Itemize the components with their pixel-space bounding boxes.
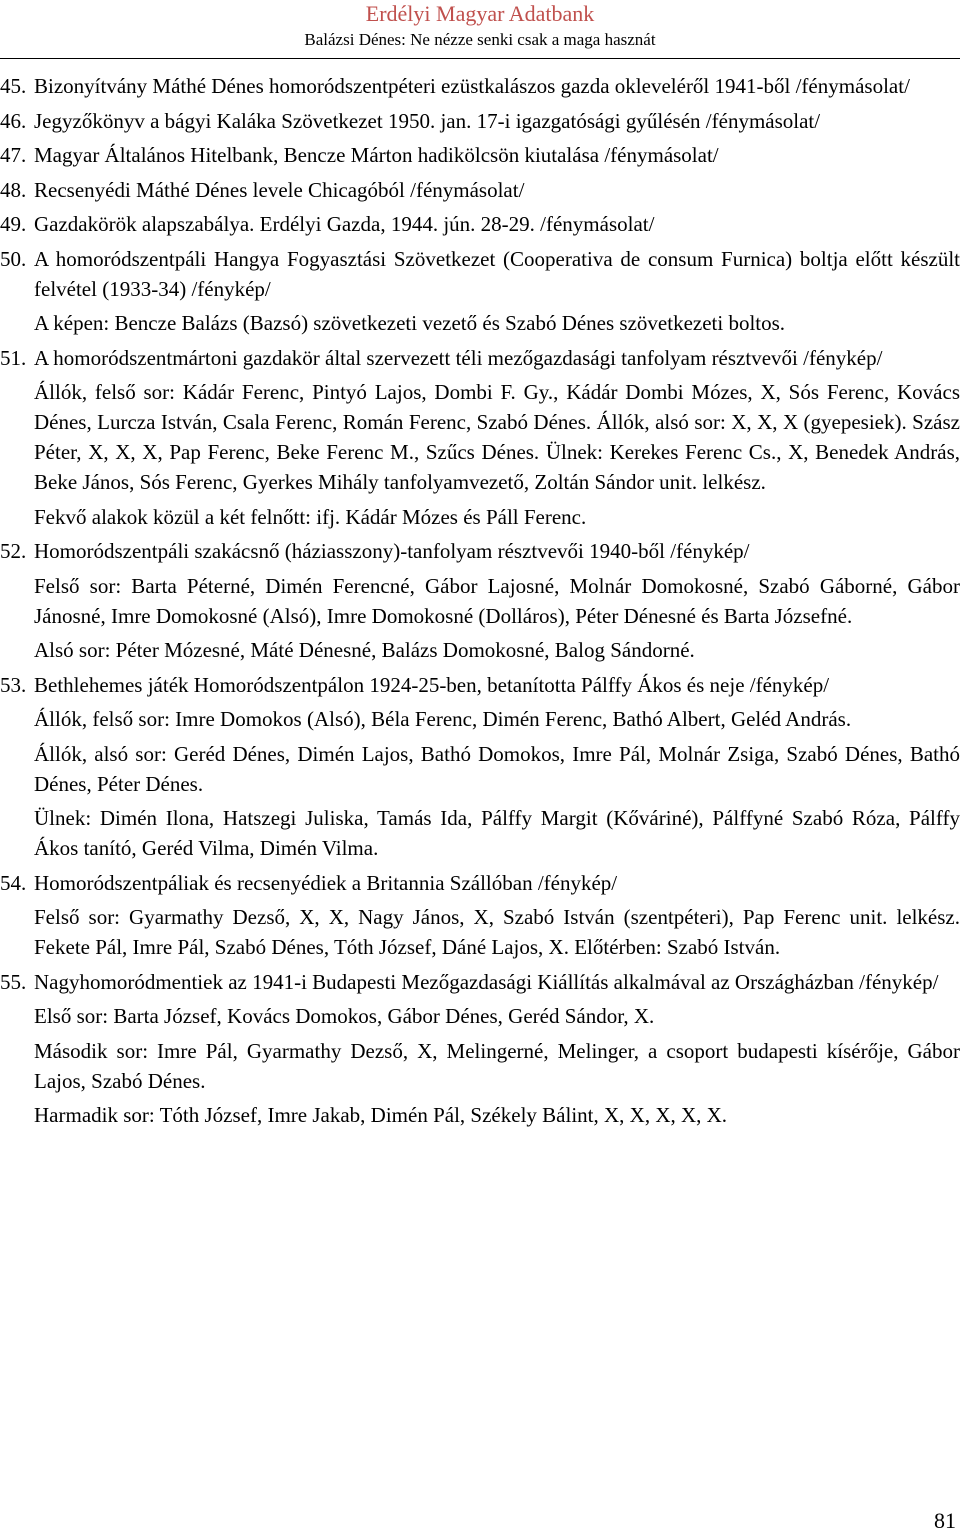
entry-number: 53.: [0, 672, 27, 697]
entry-number: 46.: [0, 108, 27, 133]
entry-number: 48.: [0, 177, 27, 202]
entry-title: Recsenyédi Máthé Dénes levele Chicagóból /fénymásolat/: [34, 177, 525, 202]
entry-caption: Felső sor: Gyarmathy Dezső, X, X, Nagy János, X, Szabó István (szentpéteri), Pap Ferenc unit. lelkész. Fekete Pál, Imre Pál, Szabó Dénes, Tóth József, Dáné Lajos, X. Előtérben: Szabó István.: [34, 905, 960, 959]
header-divider: [0, 58, 960, 59]
entry-title: Homoródszentpáliak és recsenyédiek a Britannia Szállóban /fénykép/: [34, 870, 618, 895]
catalog-entry: [0, 71, 960, 101]
entry-number: 51.: [0, 345, 27, 370]
entry-title: Gazdakörök alapszabálya. Erdélyi Gazda, 1944. jún. 28-29. /fénymásolat/: [34, 212, 655, 236]
catalog-entry: [0, 967, 960, 997]
entry-caption: Harmadik sor: Tóth József, Imre Jakab, Dimén Pál, Székely Bálint, X, X, X, X, X.: [34, 1103, 728, 1127]
entry-number: 52.: [0, 539, 27, 563]
entry-caption: Fekvő alakok közül a két felnőtt: ifj. Kádár Mózes és Páll Ferenc.: [34, 504, 587, 529]
entry-number: 50.: [0, 246, 27, 271]
site-title: Erdélyi Magyar Adatbank: [365, 1, 595, 26]
catalog-entry: [0, 209, 960, 239]
catalog-entry: [0, 106, 960, 136]
entry-number: 55.: [0, 969, 27, 994]
entry-caption: A képen: Bencze Balázs (Bazsó) szövetkezeti vezető és Szabó Dénes szövetkezeti boltos.: [34, 311, 786, 335]
entry-caption: Állók, alsó sor: Geréd Dénes, Dimén Lajos, Bathó Domokos, Imre Pál, Molnár Zsiga, Szabó Dénes, Bathó Dénes, Péter Dénes.: [34, 741, 960, 796]
entry-caption: Alsó sor: Péter Mózesné, Máté Dénesné, Balázs Domokosné, Balog Sándorné.: [34, 638, 695, 662]
catalog-entry: [0, 244, 960, 304]
entry-number: 54.: [0, 870, 27, 895]
document-body: [0, 71, 960, 1135]
entry-title: Homoródszentpáli szakácsnő (háziasszony)-tanfolyam résztvevői 1940-ből /fénykép/: [34, 539, 750, 563]
entry-title: Bethlehemes játék Homoródszentpálon 1924-25-ben, betanította Pálffy Ákos és neje /fénykép/: [34, 672, 830, 697]
book-title: Balázsi Dénes: Ne nézze senki csak a maga hasznát: [304, 30, 656, 49]
entry-caption: Felső sor: Barta Péterné, Dimén Ferencné, Gábor Lajosné, Molnár Domokosné, Szabó Gáborné, Gábor Jánosné, Imre Domokosné (Alsó), Imre Domokosné (Dolláros), Péter Dénesné és Barta Józsefné.: [34, 573, 960, 628]
entry-caption: Ülnek: Dimén Ilona, Hatszegi Juliska, Tamás Ida, Pálffy Margit (Kőváriné), Pálffyné Szabó Róza, Pálffy Ákos tanító, Geréd Vilma, Dimén Vilma.: [34, 806, 960, 860]
entry-caption: Állók, felső sor: Imre Domokos (Alsó), Béla Ferenc, Dimén Ferenc, Bathó Albert, Geléd András.: [34, 707, 852, 731]
entry-number: 49.: [0, 212, 27, 236]
entry-caption: Állók, felső sor: Kádár Ferenc, Pintyó Lajos, Dombi F. Gy., Kádár Dombi Mózes, X, Sós Ferenc, Kovács Dénes, Lurcza István, Csala Ferenc, Román Ferenc, Szabó Dénes. Állók, alsó sor: X, X, X (gyepesiek). Szász Péter, X, X, X, Pap Ferenc, Beke Ferenc M., Szűcs Dénes. Ülnek: Kerekes Ferenc Cs., X, Benedek András, Beke János, Sós Ferenc, Gyerkes Mihály tanfolyamvezető, Zoltán Sándor unit. lelkész.: [34, 380, 960, 494]
entry-title: Jegyzőkönyv a bágyi Kaláka Szövetkezet 1950. jan. 17-i igazgatósági gyűlésén /fénymásolat/: [34, 108, 821, 133]
entry-number: 47.: [0, 143, 27, 167]
entry-caption: Első sor: Barta József, Kovács Domokos, Gábor Dénes, Geréd Sándor, X.: [34, 1004, 655, 1028]
catalog-entry: [0, 175, 960, 205]
entry-title: Bizonyítvány Máthé Dénes homoródszentpéteri ezüstkalászos gazda okleveléről 1941-ből /fénymásolat/: [34, 74, 910, 98]
entry-title: Magyar Általános Hitelbank, Bencze Márton hadikölcsön kiutalása /fénymásolat/: [34, 143, 719, 167]
catalog-entry: [0, 140, 960, 170]
entry-number: 45.: [0, 74, 27, 98]
page-header: [0, 0, 960, 51]
entry-title: A homoródszentmártoni gazdakör által szervezett téli mezőgazdasági tanfolyam résztvevői /fénykép/: [34, 345, 883, 370]
catalog-entry: [0, 343, 960, 373]
entry-title: Nagyhomoródmentiek az 1941-i Budapesti Mezőgazdasági Kiállítás alkalmával az Országházban /fénykép/: [34, 969, 939, 994]
catalog-entry: [0, 536, 960, 566]
catalog-entry: [0, 670, 960, 700]
catalog-entry: [0, 868, 960, 898]
page-number: 81: [934, 1508, 956, 1533]
entry-caption: Második sor: Imre Pál, Gyarmathy Dezső, X, Melingerné, Melinger, a csoport budapesti kísérője, Gábor Lajos, Szabó Dénes.: [34, 1038, 960, 1093]
entry-title: A homoródszentpáli Hangya Fogyasztási Szövetkezet (Cooperativa de consum Furnica) boltja előtt készült felvétel (1933-34) /fénykép/: [34, 246, 960, 301]
